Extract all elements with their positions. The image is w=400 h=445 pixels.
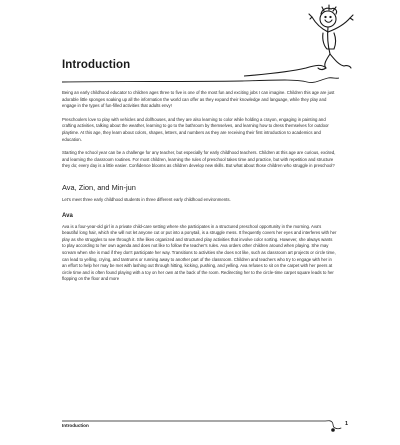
section-heading: Ava, Zion, and Min-jun bbox=[62, 182, 136, 192]
subsection-heading: Ava bbox=[62, 212, 73, 219]
footer-rule-icon bbox=[62, 418, 349, 434]
intro-paragraph: Preschoolers love to play with vehicles and dollhouses, and they are also learning to color while holding a crayon, engaging in painting and crafting activities, talking about the weather, learning to go to the bathroom by themselves, and learning how to dress themselves for outdoor playtime. At this age, they learn about colors, shapes, letters, and numbers as they are receiving their first introduction to academics and education. bbox=[62, 116, 329, 142]
page-title: Introduction bbox=[62, 59, 131, 71]
intro-paragraph: Being an early childhood educator to children ages three to five is one of the most fun and exciting jobs I can imagine. Children this age are just adorable little sponges soaking up all the information the world can offer as they expand their knowledge and language, while they play and engage in the types of fun-filled activities that adults envy! bbox=[62, 90, 335, 109]
main-content bbox=[62, 90, 337, 290]
subsection-body: Ava is a four-year-old girl in a private child-care setting where she participates in a structured preschool opportunity in the morning. Ava's beautiful long hair, which she will not let anyone cut or put into a ponytail, is a struggle mess. It frequently covers her eyes and interferes with her play as she struggles to see through it. She likes organized and structured play activities that involve color sorting. However, she always wants to play according to her own agenda and does not like to follow the teacher's rules. Ava orders other children around when playing. She may scream when she is mad if they don't participate her way. Transitions to activities she does not like, such as classroom art projects or circle time, can lead to yelling, crying, and tantrums or running away to another part of the classroom. Children and teachers who try to engage with her in an effort to help her may be met with lashing out through hitting, kicking, pushing, and yelling. Ava refuses to sit on the carpet with her peers at circle time and is often found playing with a toy on her own at the back of the room. Redirecting her to the circle-time carpet square leads to her flopping on the floor and more bbox=[62, 223, 337, 282]
page-footer bbox=[62, 418, 352, 434]
footer-section-label: Introduction bbox=[62, 423, 89, 428]
title-underline bbox=[62, 76, 339, 90]
intro-paragraph: Starting the school year can be a challenge for any teacher, but especially for early childhood teachers. Children at this age are curious, excited, and learning the classroom routines. For most children, learning the rules of preschool takes time and practice, but with repetition and structure they do; every day is a little easier. Confidence blooms as children develop new skills. But what about those children who struggle in preschool? bbox=[62, 150, 336, 169]
section-lead: Let's meet three early childhood students in three different early childhood environments. bbox=[62, 196, 231, 202]
page-number: 1 bbox=[345, 421, 349, 427]
